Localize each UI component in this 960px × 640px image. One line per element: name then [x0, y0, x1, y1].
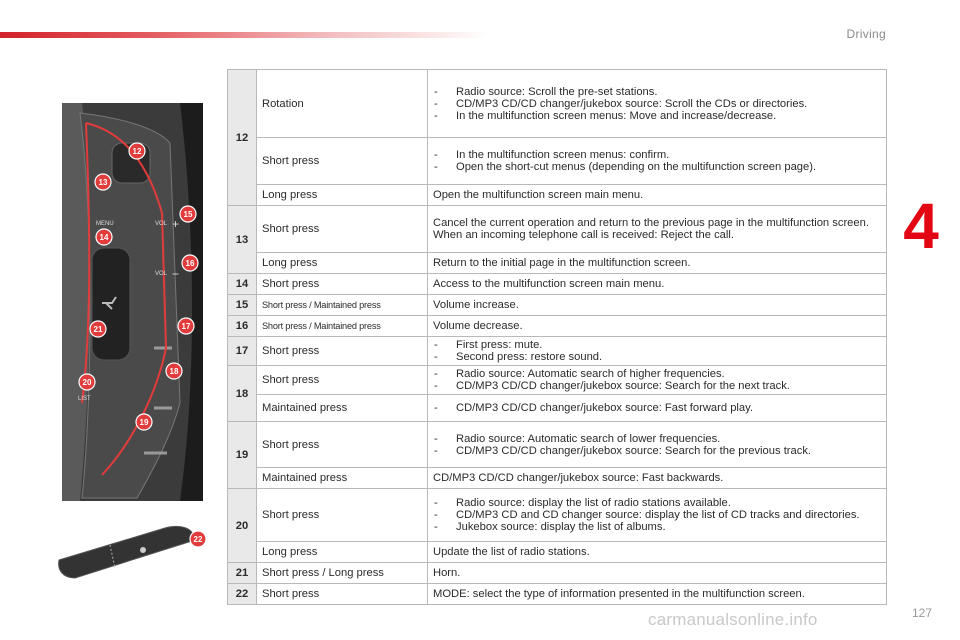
minus-symbol: − — [172, 267, 180, 281]
table-row — [228, 422, 887, 468]
table-row — [228, 468, 887, 489]
callout-21: 21 — [93, 325, 103, 334]
table-row — [228, 185, 887, 206]
action-cell: Long press — [257, 253, 428, 274]
table-row — [228, 70, 887, 138]
table-row — [228, 563, 887, 584]
table-row — [228, 395, 887, 422]
description-cell — [428, 366, 887, 395]
control-number: 18 — [228, 366, 257, 422]
action-cell: Short press — [257, 366, 428, 395]
description-item: - CD/MP3 CD/CD changer/jukebox source: Search for the previous track. — [433, 445, 881, 457]
table-row — [228, 274, 887, 295]
table-row — [228, 316, 887, 337]
description-cell — [428, 395, 887, 422]
description-cell: Return to the initial page in the multifunction screen. — [428, 253, 887, 274]
list-label: LIST — [78, 396, 91, 402]
control-number: 13 — [228, 206, 257, 274]
description-item: - Jukebox source: display the list of albums. — [433, 521, 881, 533]
callout-22: 22 — [193, 535, 203, 544]
callout-16: 16 — [185, 259, 195, 268]
description-item: - Radio source: Automatic search of higher frequencies. — [433, 368, 881, 380]
description-item: - CD/MP3 CD/CD changer/jukebox source: Fast forward play. — [433, 402, 881, 414]
control-number: 15 — [228, 295, 257, 316]
action-cell: Short press — [257, 274, 428, 295]
description-cell — [428, 337, 887, 366]
action-cell: Short press — [257, 138, 428, 185]
callout-15: 15 — [183, 210, 193, 219]
callout-17: 17 — [181, 322, 191, 331]
description-cell: MODE: select the type of information presented in the multifunction screen. — [428, 584, 887, 605]
table-row — [228, 337, 887, 366]
description-item: - CD/MP3 CD and CD changer source: display the list of CD tracks and directories. — [433, 509, 881, 521]
callout-13: 13 — [98, 178, 108, 187]
steering-wheel-controls-illustration — [62, 103, 203, 501]
description-cell — [428, 70, 887, 138]
description-cell: Horn. — [428, 563, 887, 584]
description-item: - First press: mute. — [433, 339, 881, 351]
description-cell: Volume increase. — [428, 295, 887, 316]
control-number: 22 — [228, 584, 257, 605]
description-item: - Second press: restore sound. — [433, 351, 881, 363]
vol-minus-label: VOL — [155, 271, 168, 277]
table-row — [228, 366, 887, 395]
description-item: - CD/MP3 CD/CD changer/jukebox source: Scroll the CDs or directories. — [433, 98, 881, 110]
action-cell: Short press / Maintained press — [257, 316, 428, 337]
control-number: 17 — [228, 337, 257, 366]
callout-14: 14 — [99, 233, 109, 242]
table-row — [228, 206, 887, 253]
description-cell: Update the list of radio stations. — [428, 542, 887, 563]
table-row — [228, 138, 887, 185]
action-cell: Short press — [257, 584, 428, 605]
description-cell: Cancel the current operation and return to the previous page in the multifunction screen. When an incoming telephone call is received: Reject the call. — [428, 206, 887, 253]
watermark: carmanualsonline.info — [648, 610, 818, 629]
control-number: 12 — [228, 70, 257, 206]
page-number: 127 — [911, 606, 932, 620]
action-cell: Short press — [257, 337, 428, 366]
table-row — [228, 489, 887, 542]
section-title: Driving — [846, 27, 886, 41]
description-cell: Open the multifunction screen main menu. — [428, 185, 887, 206]
action-cell: Short press — [257, 489, 428, 542]
action-cell: Maintained press — [257, 468, 428, 489]
description-cell — [428, 138, 887, 185]
action-cell: Short press / Long press — [257, 563, 428, 584]
table-row — [228, 542, 887, 563]
description-cell: CD/MP3 CD/CD changer/jukebox source: Fast backwards. — [428, 468, 887, 489]
control-number: 19 — [228, 422, 257, 489]
action-cell: Rotation — [257, 70, 428, 138]
table-row — [228, 584, 887, 605]
description-item: - Radio source: display the list of radio stations available. — [433, 497, 881, 509]
description-item: - In the multifunction screen menus: confirm. — [433, 149, 881, 161]
action-cell: Short press — [257, 422, 428, 468]
description-item: - Radio source: Automatic search of lower frequencies. — [433, 433, 881, 445]
description-cell — [428, 489, 887, 542]
action-cell: Maintained press — [257, 395, 428, 422]
description-cell: Volume decrease. — [428, 316, 887, 337]
callout-20: 20 — [82, 378, 92, 387]
header-accent-bar — [0, 32, 490, 38]
chapter-number: 4 — [903, 190, 939, 262]
control-number: 14 — [228, 274, 257, 295]
action-cell: Long press — [257, 185, 428, 206]
callout-12: 12 — [132, 147, 142, 156]
action-cell: Short press — [257, 206, 428, 253]
menu-label: MENU — [96, 221, 114, 227]
description-item: - Open the short-cut menus (depending on the multifunction screen page). — [433, 161, 881, 173]
controls-table — [227, 69, 887, 605]
lighting-stalk-illustration — [55, 520, 210, 580]
description-item: - CD/MP3 CD/CD changer/jukebox source: Search for the next track. — [433, 380, 881, 392]
description-cell — [428, 422, 887, 468]
description-item: - In the multifunction screen menus: Move and increase/decrease. — [433, 110, 881, 122]
control-number: 16 — [228, 316, 257, 337]
plus-symbol: + — [172, 217, 180, 231]
action-cell: Long press — [257, 542, 428, 563]
table-row — [228, 295, 887, 316]
control-number: 21 — [228, 563, 257, 584]
control-number: 20 — [228, 489, 257, 563]
table-row — [228, 253, 887, 274]
description-item: - Radio source: Scroll the pre-set stations. — [433, 86, 881, 98]
description-cell: Access to the multifunction screen main menu. — [428, 274, 887, 295]
vol-plus-label: VOL — [155, 221, 168, 227]
callout-18: 18 — [169, 367, 179, 376]
callout-19: 19 — [139, 418, 149, 427]
action-cell: Short press / Maintained press — [257, 295, 428, 316]
